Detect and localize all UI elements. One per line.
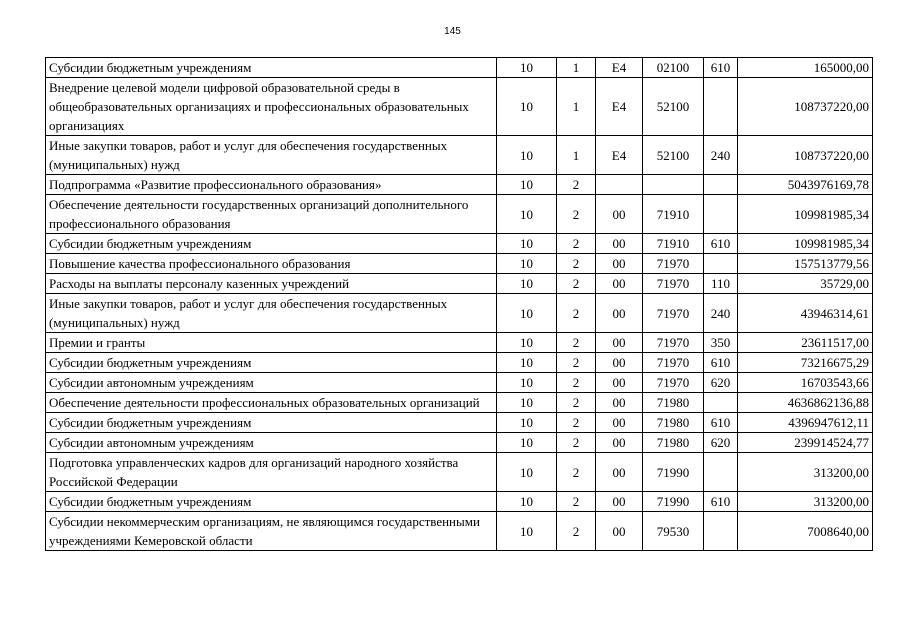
expense-name-cell: Субсидии бюджетным учреждениям bbox=[46, 234, 497, 254]
direction-code-cell bbox=[643, 175, 704, 195]
program-code-cell: 00 bbox=[596, 234, 643, 254]
expense-type-code-cell: 240 bbox=[704, 294, 738, 333]
expense-name-cell: Субсидии автономным учреждениям bbox=[46, 373, 497, 393]
expense-name-cell: Подпрограмма «Развитие профессионального образования» bbox=[46, 175, 497, 195]
expense-type-code-cell bbox=[704, 512, 738, 551]
section-code-cell: 10 bbox=[497, 512, 557, 551]
amount-cell: 239914524,77 bbox=[738, 433, 873, 453]
expense-type-code-cell: 610 bbox=[704, 58, 738, 78]
expense-name-cell: Иные закупки товаров, работ и услуг для обеспечения государственных (муниципальных) нужд bbox=[46, 294, 497, 333]
section-code-cell: 10 bbox=[497, 353, 557, 373]
amount-cell: 4636862136,88 bbox=[738, 393, 873, 413]
expense-type-code-cell: 610 bbox=[704, 353, 738, 373]
table-row bbox=[46, 393, 873, 413]
subsection-code-cell: 2 bbox=[557, 175, 596, 195]
subsection-code-cell: 2 bbox=[557, 453, 596, 492]
table-body bbox=[46, 58, 873, 551]
amount-cell: 4396947612,11 bbox=[738, 413, 873, 433]
program-code-cell: E4 bbox=[596, 78, 643, 136]
direction-code-cell: 71970 bbox=[643, 294, 704, 333]
subsection-code-cell: 2 bbox=[557, 234, 596, 254]
subsection-code-cell: 2 bbox=[557, 413, 596, 433]
expense-name-cell: Субсидии автономным учреждениям bbox=[46, 433, 497, 453]
section-code-cell: 10 bbox=[497, 413, 557, 433]
expense-name-cell: Повышение качества профессионального образования bbox=[46, 254, 497, 274]
direction-code-cell: 71970 bbox=[643, 254, 704, 274]
section-code-cell: 10 bbox=[497, 333, 557, 353]
section-code-cell: 10 bbox=[497, 234, 557, 254]
amount-cell: 35729,00 bbox=[738, 274, 873, 294]
direction-code-cell: 79530 bbox=[643, 512, 704, 551]
subsection-code-cell: 2 bbox=[557, 294, 596, 333]
expense-type-code-cell: 350 bbox=[704, 333, 738, 353]
table-row bbox=[46, 353, 873, 373]
subsection-code-cell: 2 bbox=[557, 373, 596, 393]
expense-name-cell: Обеспечение деятельности государственных организаций дополнительного профессионального образования bbox=[46, 195, 497, 234]
table-row bbox=[46, 274, 873, 294]
amount-cell: 313200,00 bbox=[738, 453, 873, 492]
section-code-cell: 10 bbox=[497, 373, 557, 393]
expense-type-code-cell: 610 bbox=[704, 234, 738, 254]
expense-type-code-cell bbox=[704, 195, 738, 234]
program-code-cell: 00 bbox=[596, 492, 643, 512]
program-code-cell: 00 bbox=[596, 254, 643, 274]
program-code-cell: 00 bbox=[596, 294, 643, 333]
program-code-cell: 00 bbox=[596, 413, 643, 433]
expense-type-code-cell: 620 bbox=[704, 433, 738, 453]
section-code-cell: 10 bbox=[497, 254, 557, 274]
expense-name-cell: Иные закупки товаров, работ и услуг для обеспечения государственных (муниципальных) нужд bbox=[46, 136, 497, 175]
program-code-cell: 00 bbox=[596, 195, 643, 234]
direction-code-cell: 71970 bbox=[643, 274, 704, 294]
table-row bbox=[46, 294, 873, 333]
subsection-code-cell: 2 bbox=[557, 433, 596, 453]
amount-cell: 23611517,00 bbox=[738, 333, 873, 353]
amount-cell: 73216675,29 bbox=[738, 353, 873, 373]
section-code-cell: 10 bbox=[497, 453, 557, 492]
subsection-code-cell: 2 bbox=[557, 492, 596, 512]
amount-cell: 109981985,34 bbox=[738, 234, 873, 254]
table-row bbox=[46, 136, 873, 175]
table-row bbox=[46, 195, 873, 234]
subsection-code-cell: 1 bbox=[557, 58, 596, 78]
subsection-code-cell: 2 bbox=[557, 333, 596, 353]
page-number: 145 bbox=[444, 26, 461, 37]
table-row bbox=[46, 433, 873, 453]
expense-type-code-cell: 610 bbox=[704, 492, 738, 512]
expense-name-cell: Субсидии некоммерческим организациям, не являющимся государственными учреждениями Кемеровской области bbox=[46, 512, 497, 551]
expense-type-code-cell bbox=[704, 254, 738, 274]
program-code-cell: 00 bbox=[596, 353, 643, 373]
direction-code-cell: 71980 bbox=[643, 433, 704, 453]
direction-code-cell: 71990 bbox=[643, 453, 704, 492]
subsection-code-cell: 2 bbox=[557, 195, 596, 234]
table-row bbox=[46, 453, 873, 492]
direction-code-cell: 52100 bbox=[643, 136, 704, 175]
table-row bbox=[46, 333, 873, 353]
amount-cell: 157513779,56 bbox=[738, 254, 873, 274]
subsection-code-cell: 1 bbox=[557, 78, 596, 136]
amount-cell: 16703543,66 bbox=[738, 373, 873, 393]
amount-cell: 108737220,00 bbox=[738, 78, 873, 136]
table-row bbox=[46, 234, 873, 254]
expense-name-cell: Премии и гранты bbox=[46, 333, 497, 353]
expense-type-code-cell: 240 bbox=[704, 136, 738, 175]
amount-cell: 165000,00 bbox=[738, 58, 873, 78]
subsection-code-cell: 2 bbox=[557, 353, 596, 373]
direction-code-cell: 02100 bbox=[643, 58, 704, 78]
expense-type-code-cell bbox=[704, 393, 738, 413]
expense-name-cell: Подготовка управленческих кадров для организаций народного хозяйства Российской Федерации bbox=[46, 453, 497, 492]
program-code-cell: 00 bbox=[596, 453, 643, 492]
section-code-cell: 10 bbox=[497, 433, 557, 453]
section-code-cell: 10 bbox=[497, 492, 557, 512]
table-row bbox=[46, 254, 873, 274]
subsection-code-cell: 2 bbox=[557, 512, 596, 551]
expense-type-code-cell bbox=[704, 453, 738, 492]
direction-code-cell: 71970 bbox=[643, 353, 704, 373]
expense-type-code-cell: 110 bbox=[704, 274, 738, 294]
expense-type-code-cell bbox=[704, 175, 738, 195]
direction-code-cell: 71970 bbox=[643, 373, 704, 393]
budget-table bbox=[45, 57, 873, 551]
direction-code-cell: 71910 bbox=[643, 195, 704, 234]
section-code-cell: 10 bbox=[497, 393, 557, 413]
section-code-cell: 10 bbox=[497, 294, 557, 333]
expense-type-code-cell: 610 bbox=[704, 413, 738, 433]
section-code-cell: 10 bbox=[497, 274, 557, 294]
expense-name-cell: Субсидии бюджетным учреждениям bbox=[46, 492, 497, 512]
table-row bbox=[46, 58, 873, 78]
subsection-code-cell: 2 bbox=[557, 254, 596, 274]
amount-cell: 313200,00 bbox=[738, 492, 873, 512]
direction-code-cell: 71910 bbox=[643, 234, 704, 254]
program-code-cell: 00 bbox=[596, 433, 643, 453]
expense-name-cell: Расходы на выплаты персоналу казенных учреждений bbox=[46, 274, 497, 294]
program-code-cell: 00 bbox=[596, 512, 643, 551]
table-row bbox=[46, 492, 873, 512]
program-code-cell: 00 bbox=[596, 373, 643, 393]
subsection-code-cell: 2 bbox=[557, 274, 596, 294]
direction-code-cell: 71980 bbox=[643, 413, 704, 433]
expense-name-cell: Субсидии бюджетным учреждениям bbox=[46, 58, 497, 78]
table-row bbox=[46, 512, 873, 551]
section-code-cell: 10 bbox=[497, 195, 557, 234]
program-code-cell: 00 bbox=[596, 333, 643, 353]
subsection-code-cell: 1 bbox=[557, 136, 596, 175]
direction-code-cell: 71970 bbox=[643, 333, 704, 353]
table-row bbox=[46, 78, 873, 136]
direction-code-cell: 71980 bbox=[643, 393, 704, 413]
table-row bbox=[46, 413, 873, 433]
table-row bbox=[46, 373, 873, 393]
expense-name-cell: Субсидии бюджетным учреждениям bbox=[46, 353, 497, 373]
direction-code-cell: 71990 bbox=[643, 492, 704, 512]
program-code-cell: E4 bbox=[596, 136, 643, 175]
program-code-cell: E4 bbox=[596, 58, 643, 78]
direction-code-cell: 52100 bbox=[643, 78, 704, 136]
amount-cell: 5043976169,78 bbox=[738, 175, 873, 195]
expense-type-code-cell: 620 bbox=[704, 373, 738, 393]
table-row bbox=[46, 175, 873, 195]
amount-cell: 108737220,00 bbox=[738, 136, 873, 175]
amount-cell: 43946314,61 bbox=[738, 294, 873, 333]
section-code-cell: 10 bbox=[497, 58, 557, 78]
expense-name-cell: Обеспечение деятельности профессиональных образовательных организаций bbox=[46, 393, 497, 413]
section-code-cell: 10 bbox=[497, 175, 557, 195]
amount-cell: 109981985,34 bbox=[738, 195, 873, 234]
program-code-cell bbox=[596, 175, 643, 195]
program-code-cell: 00 bbox=[596, 393, 643, 413]
expense-name-cell: Субсидии бюджетным учреждениям bbox=[46, 413, 497, 433]
expense-type-code-cell bbox=[704, 78, 738, 136]
expense-name-cell: Внедрение целевой модели цифровой образовательной среды в общеобразовательных организациях и профессиональных образовательных организациях bbox=[46, 78, 497, 136]
subsection-code-cell: 2 bbox=[557, 393, 596, 413]
program-code-cell: 00 bbox=[596, 274, 643, 294]
section-code-cell: 10 bbox=[497, 136, 557, 175]
section-code-cell: 10 bbox=[497, 78, 557, 136]
amount-cell: 7008640,00 bbox=[738, 512, 873, 551]
